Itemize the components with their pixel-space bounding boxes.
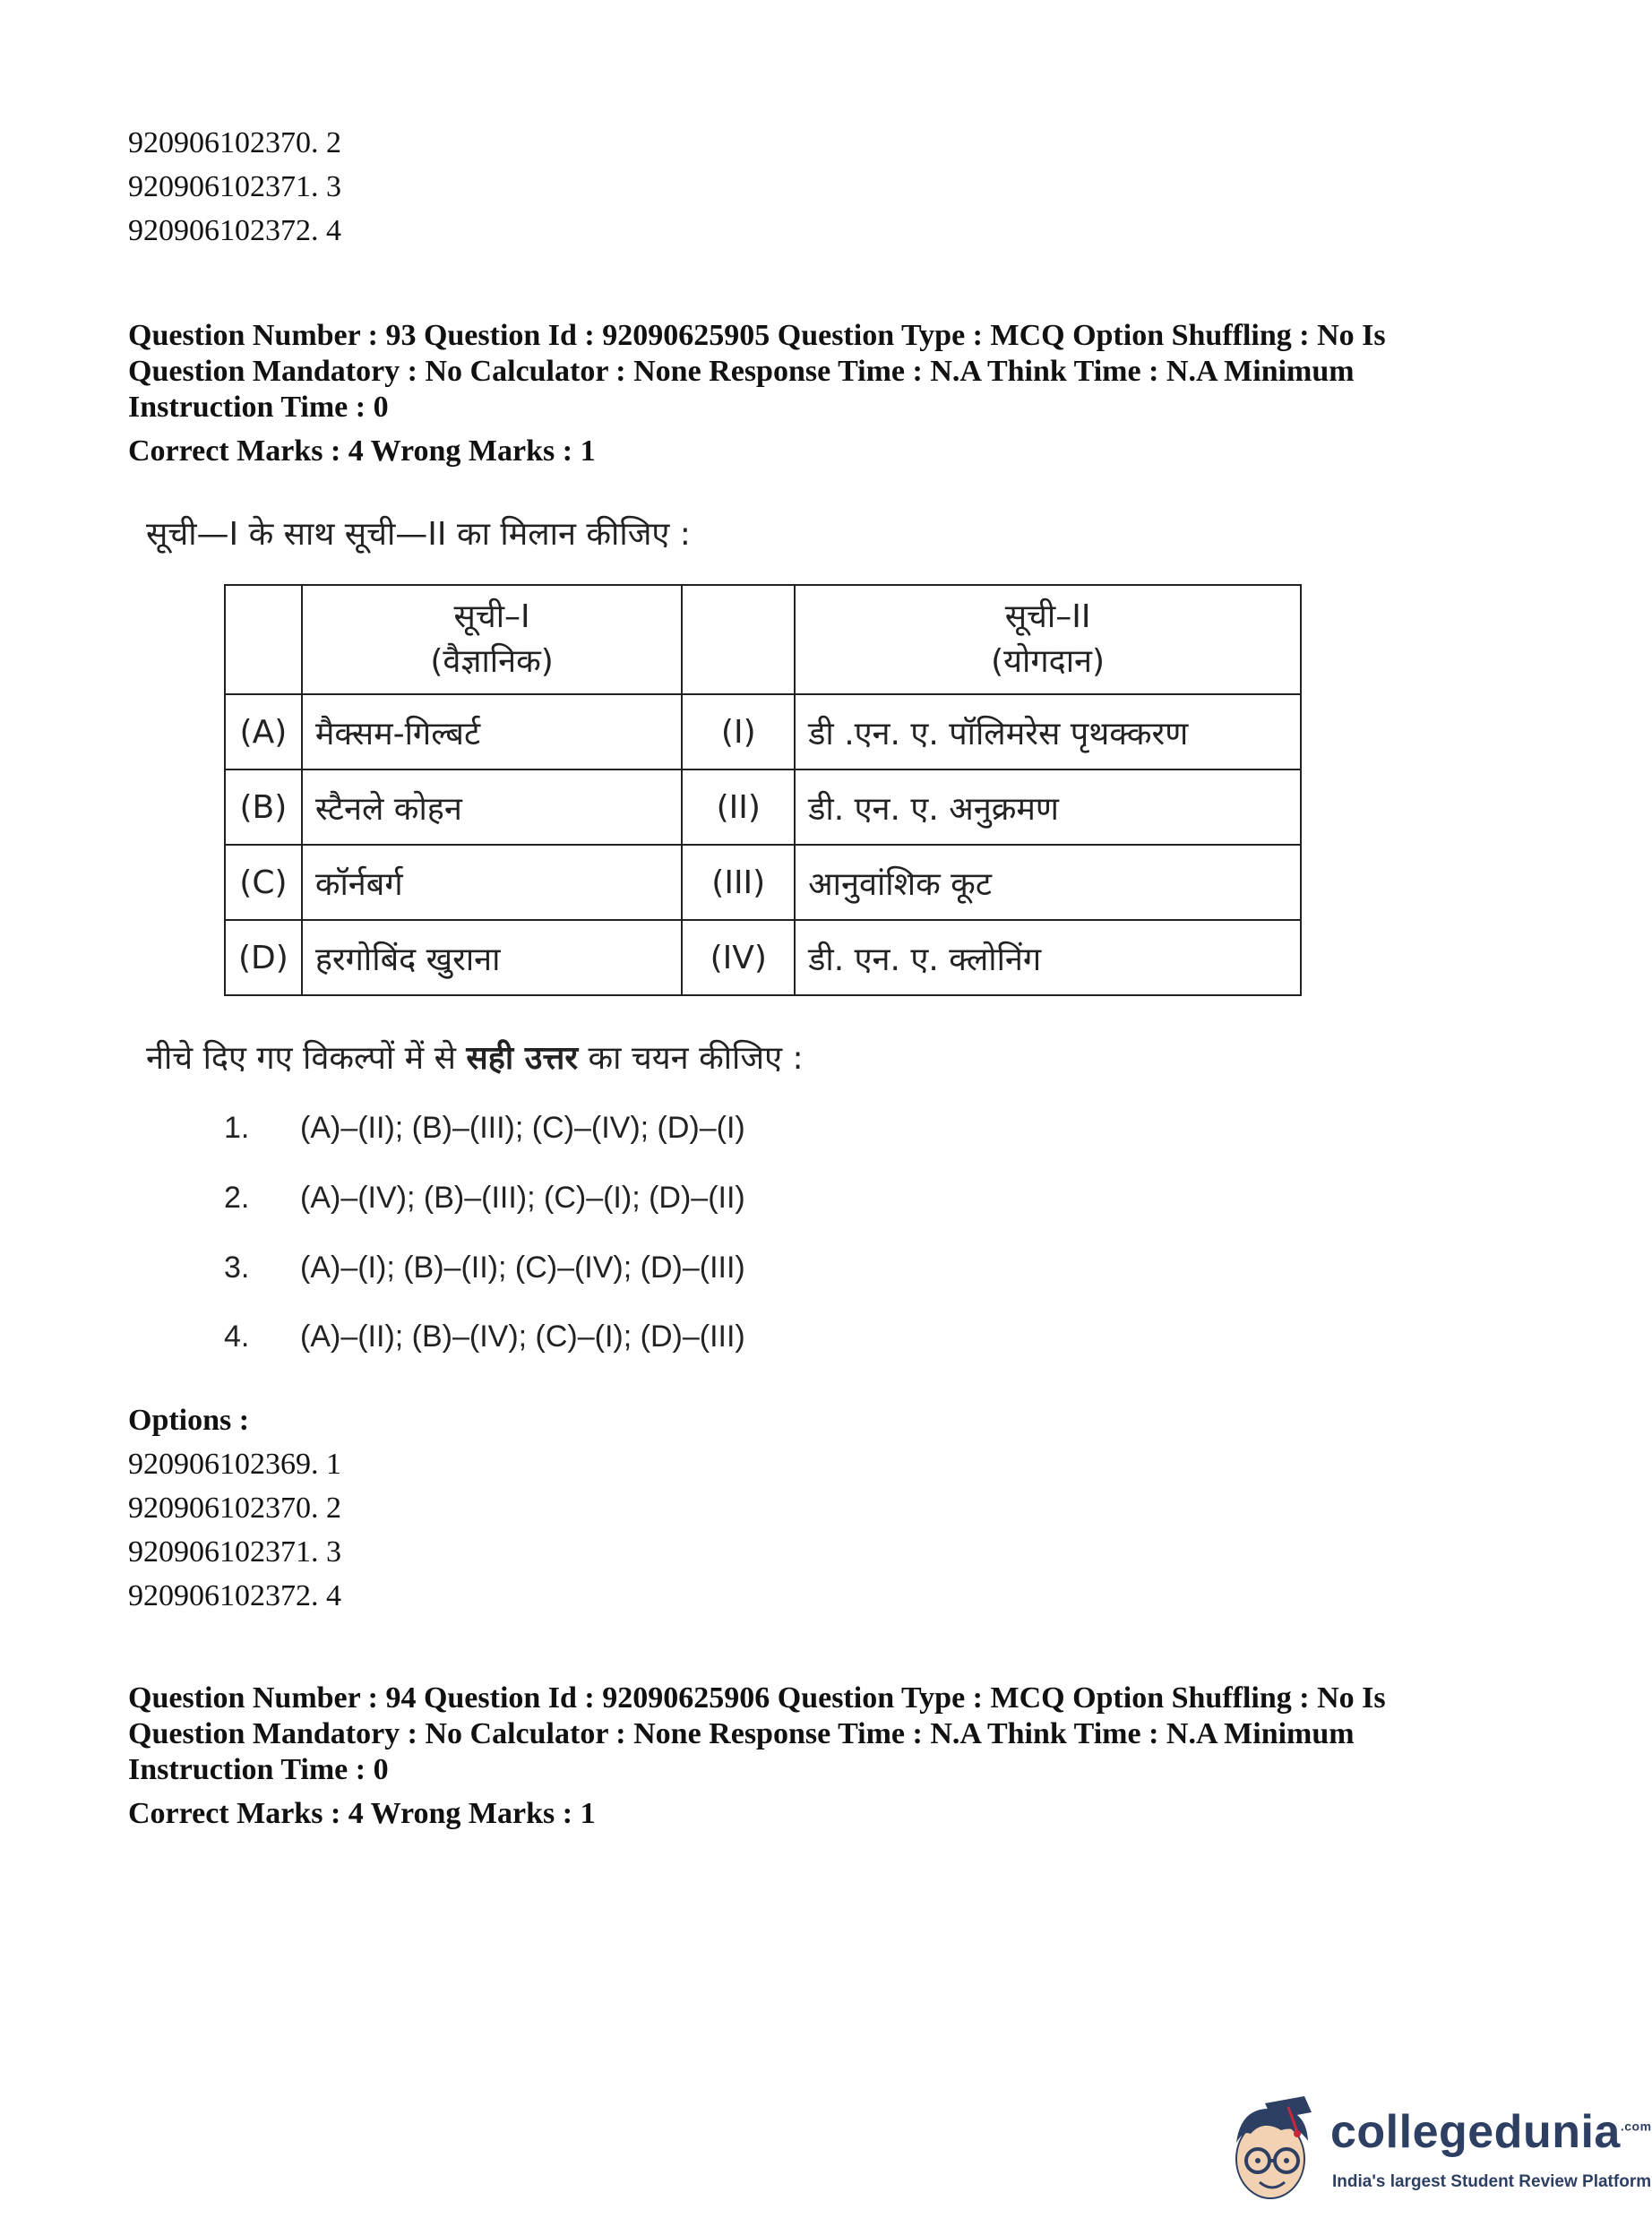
question-header: Instruction Time : 0	[128, 391, 389, 424]
choice-text: (A)–(II); (B)–(IV); (C)–(I); (D)–(III)	[300, 1320, 745, 1354]
logo-suffix: .com	[1620, 2119, 1652, 2134]
option-line: 920906102370. 2	[128, 126, 341, 159]
table-row	[225, 694, 1301, 769]
option-line: 920906102371. 3	[128, 170, 341, 203]
table-header-row	[225, 585, 1301, 694]
question-marks: Correct Marks : 4 Wrong Marks : 1	[128, 1797, 596, 1830]
row-letter: (D)	[225, 920, 302, 995]
answer-choice	[224, 1181, 745, 1216]
choice-text: (A)–(IV); (B)–(III); (C)–(I); (D)–(II)	[300, 1181, 745, 1215]
options-label: Options :	[128, 1404, 250, 1437]
row-numeral: (I)	[682, 694, 795, 769]
mascot-icon	[1218, 2087, 1326, 2213]
table-row	[225, 920, 1301, 995]
question-header: Question Number : 93 Question Id : 92090625905 Question Type : MCQ Option Shuffling : No Is	[128, 319, 1386, 352]
choice-text: (A)–(II); (B)–(III); (C)–(IV); (D)–(I)	[300, 1111, 745, 1145]
row-letter: (B)	[225, 769, 302, 845]
contribution-cell: डी .एन. ए. पॉलिमरेस पृथक्करण	[795, 694, 1301, 769]
table-header-cell	[302, 585, 683, 694]
answer-choice	[224, 1111, 745, 1146]
row-letter: (C)	[225, 845, 302, 920]
question-header: Question Mandatory : No Calculator : None Response Time : N.A Think Time : N.A Minimum	[128, 1717, 1355, 1750]
row-letter: (A)	[225, 694, 302, 769]
list-2-title: सूची–II	[1004, 598, 1091, 635]
choice-number: 2.	[224, 1181, 250, 1215]
option-line: 920906102372. 4	[128, 214, 341, 247]
instruction-emphasis: सही उत्तर	[466, 1040, 579, 1077]
table-row	[225, 845, 1301, 920]
row-numeral: (IV)	[682, 920, 795, 995]
answer-choice	[224, 1251, 745, 1285]
list-1-title: सूची–I	[453, 598, 530, 635]
logo-tagline: India's largest Student Review Platform	[1332, 2172, 1652, 2191]
list-1-subtitle: (वैज्ञानिक)	[430, 643, 554, 680]
scientist-cell: हरगोबिंद खुराना	[302, 920, 683, 995]
option-line: 920906102371. 3	[128, 1535, 341, 1569]
table-header-cell	[225, 585, 302, 694]
choice-number: 4.	[224, 1320, 250, 1354]
question-header: Question Number : 94 Question Id : 92090625906 Question Type : MCQ Option Shuffling : No Is	[128, 1681, 1386, 1715]
logo-name: collegedunia	[1330, 2106, 1621, 2158]
table-header-cell	[682, 585, 795, 694]
answer-choice	[224, 1320, 745, 1354]
question-header: Instruction Time : 0	[128, 1753, 389, 1786]
instruction-text: नीचे दिए गए विकल्पों में से	[146, 1040, 467, 1077]
row-numeral: (III)	[682, 845, 795, 920]
question-marks: Correct Marks : 4 Wrong Marks : 1	[128, 434, 596, 468]
option-line: 920906102372. 4	[128, 1579, 341, 1612]
table-header-cell	[795, 585, 1301, 694]
scientist-cell: कॉर्नबर्ग	[302, 845, 683, 920]
logo-wordmark	[1330, 2105, 1652, 2159]
scientist-cell: मैक्सम-गिल्बर्ट	[302, 694, 683, 769]
contribution-cell: आनुवांशिक कूट	[795, 845, 1301, 920]
scientist-cell: स्टैनले कोहन	[302, 769, 683, 845]
question-header: Question Mandatory : No Calculator : None Response Time : N.A Think Time : N.A Minimum	[128, 355, 1355, 388]
choice-number: 1.	[224, 1111, 250, 1145]
choice-text: (A)–(I); (B)–(II); (C)–(IV); (D)–(III)	[300, 1251, 745, 1285]
collegedunia-logo	[1218, 2087, 1652, 2213]
list-2-subtitle: (योगदान)	[991, 643, 1106, 680]
choice-number: 3.	[224, 1251, 250, 1285]
contribution-cell: डी. एन. ए. अनुक्रमण	[795, 769, 1301, 845]
question-instruction	[146, 1035, 804, 1079]
instruction-text: का चयन कीजिए :	[578, 1040, 804, 1077]
match-table	[224, 584, 1302, 996]
table-row	[225, 769, 1301, 845]
question-intro: सूची—I के साथ सूची—II का मिलान कीजिए :	[146, 516, 691, 553]
option-line: 920906102369. 1	[128, 1448, 341, 1481]
row-numeral: (II)	[682, 769, 795, 845]
contribution-cell: डी. एन. ए. क्लोनिंग	[795, 920, 1301, 995]
option-line: 920906102370. 2	[128, 1492, 341, 1525]
